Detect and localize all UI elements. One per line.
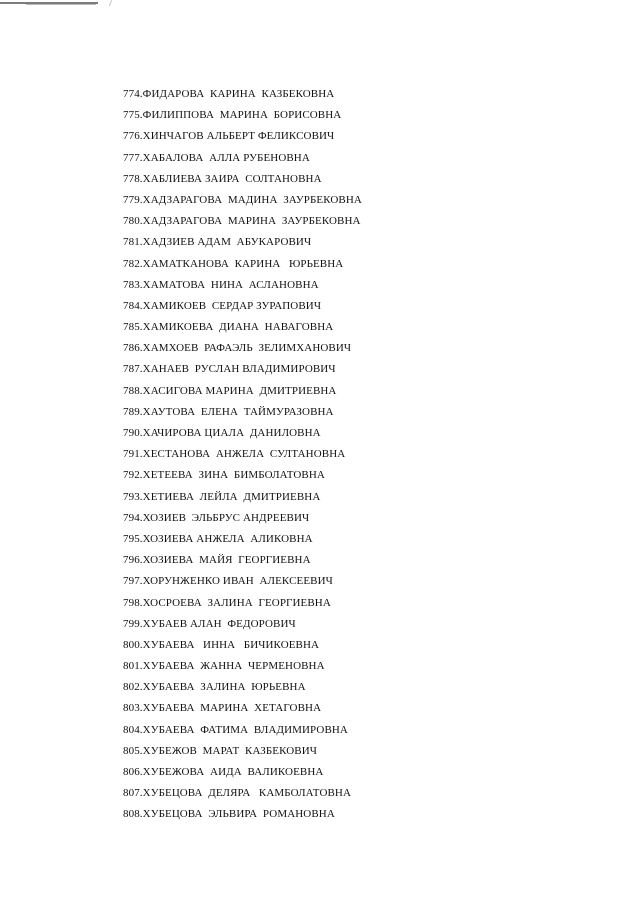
list-item: 807.ХУБЕЦОВА ДЕЛЯРА КАМБОЛАТОВНА	[123, 787, 352, 800]
list-item: 785.ХАМИКОЕВА ДИАНА НАВАГОВНА	[123, 321, 334, 334]
list-item: 806.ХУБЕЖОВА АИДА ВАЛИКОЕВНА	[123, 766, 324, 778]
list-item: 795.ХОЗИЕВА АНЖЕЛА АЛИКОВНА	[123, 532, 313, 545]
list-item: 788.ХАСИГОВА МАРИНА ДМИТРИЕВНА	[123, 384, 337, 397]
scan-artifact-tick	[109, 0, 112, 6]
list-item: 779.ХАДЗАРАГОВА МАДИНА ЗАУРБЕКОВНА	[123, 193, 362, 206]
list-item: 784.ХАМИКОЕВ СЕРДАР ЗУРАПОВИЧ	[123, 299, 322, 312]
list-item: 787.ХАНАЕВ РУСЛАН ВЛАДИМИРОВИЧ	[123, 363, 336, 376]
list-item: 790.ХАЧИРОВА ЦИАЛА ДАНИЛОВНА	[123, 427, 321, 439]
list-item: 794.ХОЗИЕВ ЭЛЬБРУС АНДРЕЕВИЧ	[123, 511, 310, 524]
list-item: 801.ХУБАЕВА ЖАННА ЧЕРМЕНОВНА	[123, 660, 325, 673]
list-item: 793.ХЕТИЕВА ЛЕЙЛА ДМИТРИЕВНА	[123, 490, 321, 503]
list-item: 796.ХОЗИЕВА МАЙЯ ГЕОРГИЕВНА	[123, 554, 311, 567]
name-list	[123, 84, 362, 826]
list-item: 802.ХУБАЕВА ЗАЛИНА ЮРЬЕВНА	[123, 681, 306, 694]
list-item: 804.ХУБАЕВА ФАТИМА ВЛАДИМИРОВНА	[123, 723, 348, 736]
list-item: 789.ХАУТОВА ЕЛЕНА ТАЙМУРАЗОВНА	[123, 405, 334, 418]
list-item: 805.ХУБЕЖОВ МАРАТ КАЗБЕКОВИЧ	[123, 744, 318, 757]
list-item: 774.ФИДАРОВА КАРИНА КАЗБЕКОВНА	[123, 88, 335, 100]
list-item: 799.ХУБАЕВ АЛАН ФЕДОРОВИЧ	[123, 617, 296, 630]
list-item: 783.ХАМАТОВА НИНА АСЛАНОВНА	[123, 278, 319, 291]
list-item: 800.ХУБАЕВА ИННА БИЧИКОЕВНА	[123, 638, 320, 651]
list-item: 780.ХАДЗАРАГОВА МАРИНА ЗАУРБЕКОВНА	[123, 215, 361, 228]
list-item: 782.ХАМАТКАНОВА КАРИНА ЮРЬЕВНА	[123, 257, 344, 270]
scan-artifact-line	[26, 4, 96, 5]
list-item: 798.ХОСРОЕВА ЗАЛИНА ГЕОРГИЕВНА	[123, 596, 331, 609]
list-item: 781.ХАДЗИЕВ АДАМ АБУКАРОВИЧ	[123, 236, 312, 249]
list-item: 778.ХАБЛИЕВА ЗАИРА СОЛТАНОВНА	[123, 172, 322, 185]
list-item: 786.ХАМХОЕВ РАФАЭЛЬ ЗЕЛИМХАНОВИЧ	[123, 342, 352, 355]
list-item: 797.ХОРУНЖЕНКО ИВАН АЛЕКСЕЕВИЧ	[123, 575, 333, 588]
list-item: 803.ХУБАЕВА МАРИНА ХЕТАГОВНА	[123, 702, 322, 715]
list-item: 777.ХАБАЛОВА АЛЛА РУБЕНОВНА	[123, 151, 310, 164]
list-item: 776.ХИНЧАГОВ АЛЬБЕРТ ФЕЛИКСОВИЧ	[123, 130, 335, 143]
list-item: 791.ХЕСТАНОВА АНЖЕЛА СУЛТАНОВНА	[123, 448, 346, 461]
list-item: 808.ХУБЕЦОВА ЭЛЬВИРА РОМАНОВНА	[123, 808, 335, 821]
list-item: 792.ХЕТЕЕВА ЗИНА БИМБОЛАТОВНА	[123, 469, 325, 482]
list-item: 775.ФИЛИППОВА МАРИНА БОРИСОВНА	[123, 109, 342, 122]
